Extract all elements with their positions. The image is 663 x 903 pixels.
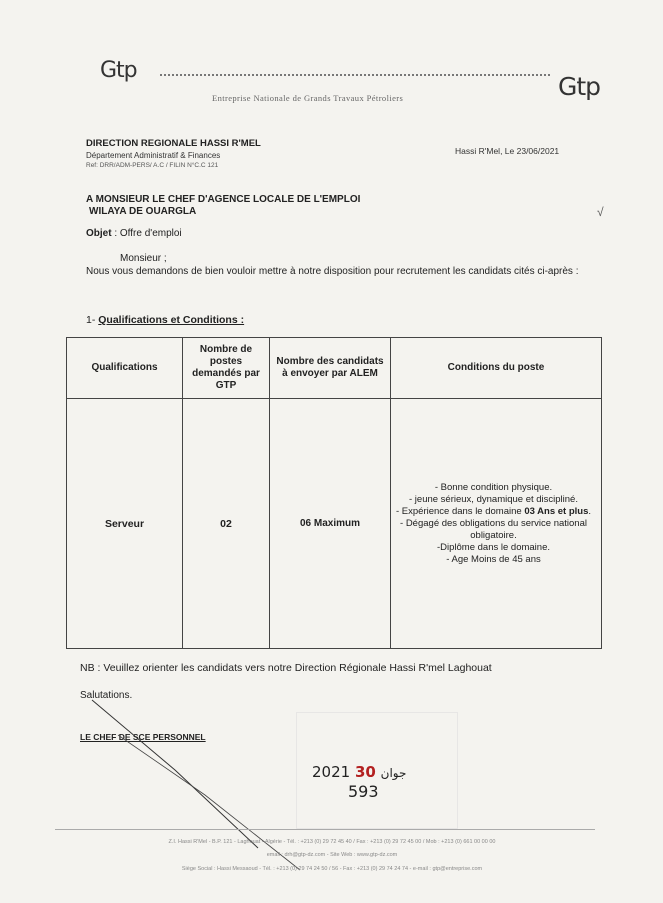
direction-title: DIRECTION REGIONALE HASSI R'MEL bbox=[86, 138, 261, 149]
section-title: Qualifications et Conditions : bbox=[98, 314, 245, 326]
stamp-number: 593 bbox=[348, 782, 379, 801]
closing-salutations: Salutations. bbox=[80, 690, 133, 701]
condition-item: -Diplôme dans le domaine. bbox=[436, 541, 550, 553]
header-qualifications: Qualifications bbox=[67, 338, 183, 399]
reference-number: Ref: DRR/ADM-PERS/ A.C / FILIN N°C.C 121 bbox=[86, 162, 219, 169]
stamp-year: 2021 bbox=[312, 763, 351, 781]
subject-value: : Offre d'emploi bbox=[114, 228, 182, 239]
footer-line: email : drh@gtp-dz.com - Site Web : www.gtp-dz.com bbox=[266, 852, 398, 858]
recipient-line-2: WILAYA DE OUARGLA bbox=[89, 206, 197, 217]
section-number: 1- bbox=[86, 314, 99, 326]
condition-experience-end: . bbox=[588, 505, 592, 517]
letter-date: Hassi R'Mel, Le 23/06/2021 bbox=[455, 146, 560, 156]
condition-item: - Age Moins de 45 ans bbox=[446, 553, 541, 565]
gtp-logo-right: Gtp bbox=[558, 72, 601, 101]
stamp-day: 30 bbox=[354, 763, 376, 781]
cell-postes: 02 bbox=[183, 399, 270, 649]
letter-body: Nous vous demandons de bien vouloir mettre à notre disposition pour recrutement les candidats cités ci-après : bbox=[86, 266, 579, 277]
department-name: Département Administratif & Finances bbox=[86, 151, 221, 160]
nb-note: NB : Veuillez orienter les candidats vers notre Direction Régionale Hassi R'mel Laghouat bbox=[80, 662, 492, 674]
signature-title: LE CHEF DE SCE PERSONNEL bbox=[80, 732, 206, 742]
condition-item: - Dégagé des obligations du service national obligatoire. bbox=[400, 517, 587, 541]
header-postes: Nombre de postes demandés par GTP bbox=[183, 338, 270, 399]
stamp-date bbox=[312, 763, 406, 781]
stamp-month: جوان bbox=[380, 766, 407, 780]
check-mark: √ bbox=[597, 205, 604, 219]
condition-experience-text: - Expérience dans le domaine bbox=[395, 505, 525, 517]
condition-experience-years: 03 Ans et plus bbox=[524, 505, 589, 517]
recipient-line-1: A MONSIEUR LE CHEF D'AGENCE LOCALE DE L'EMPLOI bbox=[86, 194, 361, 205]
condition-item: - jeune sérieux, dynamique et discipliné. bbox=[409, 493, 578, 505]
gtp-logo-left: Gtp bbox=[100, 58, 137, 83]
header-candidats: Nombre des candidats à envoyer par ALEM bbox=[270, 338, 391, 399]
header-conditions: Conditions du poste bbox=[391, 338, 602, 399]
footer-line: Siège Social : Hassi Messaoud - Tél. : +213 (0) 29 74 24 50 / 56 - Fax : +213 (0) 29 74 24 74 - e-mail : gtp@entreprise.com bbox=[181, 866, 483, 872]
footer-line: Z.I. Hassi R'Mel - B.P. 121 - Laghouat - Algérie - Tél. : +213 (0) 29 72 45 40 / Fax : +213 (0) 29 72 45 00 / Mob : +213 (0) 661 00 00 00 bbox=[168, 839, 496, 845]
cell-qualification: Serveur bbox=[67, 399, 183, 649]
subject-label: Objet bbox=[86, 228, 112, 239]
condition-item: - Bonne condition physique. bbox=[434, 481, 553, 493]
footer-divider bbox=[55, 829, 595, 830]
cell-candidats: 06 Maximum bbox=[270, 399, 391, 649]
company-name: Entreprise Nationale de Grands Travaux Pétroliers bbox=[212, 93, 404, 103]
salutation: Monsieur ; bbox=[120, 253, 167, 264]
